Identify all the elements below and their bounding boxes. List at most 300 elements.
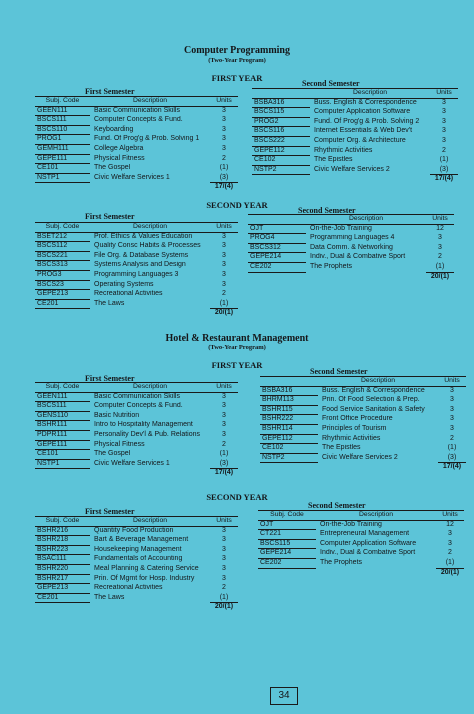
total-row xyxy=(35,469,238,478)
subject-units: 3 xyxy=(222,430,226,438)
subject-units: 3 xyxy=(222,545,226,553)
subject-units: 3 xyxy=(222,402,226,410)
course-table xyxy=(252,88,458,184)
subject-description: The Epistles xyxy=(314,156,353,164)
table-header-row xyxy=(260,377,466,387)
course-table xyxy=(35,96,238,192)
total-spacer xyxy=(306,272,426,281)
table-header-row xyxy=(258,511,464,521)
total-spacer xyxy=(35,469,90,478)
table-row xyxy=(35,173,238,183)
subject-units: (1) xyxy=(445,558,455,566)
subject-code: PROG1 xyxy=(35,135,90,145)
semester-heading: Second Semester xyxy=(302,79,360,88)
subject-units: 3 xyxy=(448,530,452,538)
subject-units: 3 xyxy=(222,411,226,419)
subject-description: On-the-Job Training xyxy=(320,520,382,528)
subject-units: 3 xyxy=(438,243,442,251)
subject-units: 3 xyxy=(450,415,454,423)
subject-code: BSHR115 xyxy=(260,405,318,415)
subject-description: The Gospel xyxy=(94,164,131,172)
subject-code: BSCS111 xyxy=(35,116,90,126)
course-table xyxy=(35,222,238,318)
table-row xyxy=(248,243,454,253)
subject-description: Physical Fitness xyxy=(94,440,145,448)
year-heading: FIRST YEAR xyxy=(211,73,263,83)
table-row xyxy=(260,444,466,454)
subject-description: Indiv., Dual & Combative Sport xyxy=(310,253,406,261)
subject-units: 3 xyxy=(222,526,226,534)
subject-code: CE102 xyxy=(252,156,310,166)
table-row xyxy=(35,116,238,126)
subject-description: Front Office Procedure xyxy=(322,415,393,423)
total-spacer xyxy=(258,568,316,577)
subject-description: Prin. Of Mgmt for Hosp. Industry xyxy=(94,574,195,582)
total-units: 20/(1) xyxy=(210,603,238,612)
total-spacer xyxy=(35,309,90,318)
subject-units: 3 xyxy=(442,127,446,135)
table-row xyxy=(35,450,238,460)
subject-code: BSCS115 xyxy=(252,108,310,118)
table-header-row xyxy=(35,223,238,233)
subject-description: The Laws xyxy=(94,593,125,601)
total-row xyxy=(35,603,238,612)
subject-units: (3) xyxy=(439,165,449,173)
total-row xyxy=(252,175,458,184)
subject-description: Data Comm. & Networking xyxy=(310,243,393,251)
subject-description: Civic Welfare Services 1 xyxy=(94,459,170,467)
subject-code: GEPE214 xyxy=(258,549,316,559)
subject-code: GEPE213 xyxy=(35,290,90,300)
subject-code: BSCS111 xyxy=(35,402,90,412)
program-subtitle: (Two-Year Program) xyxy=(208,57,266,64)
subject-description: Civic Welfare Services 2 xyxy=(314,165,390,173)
subject-description: Personality Dev'l & Pub. Relations xyxy=(94,430,200,438)
subject-description: Systems Analysis and Design xyxy=(94,261,186,269)
total-spacer xyxy=(90,469,210,478)
header-subj-code: Subj. Code xyxy=(35,383,90,393)
subject-code: OJT xyxy=(248,224,306,234)
subject-units: (3) xyxy=(219,459,229,467)
total-units: 17/(4) xyxy=(210,469,238,478)
subject-description: Basic Communication Skills xyxy=(94,106,180,114)
subject-code: CE202 xyxy=(258,558,316,568)
header-subj-code xyxy=(252,89,310,99)
table-row xyxy=(35,106,238,116)
subject-units: 12 xyxy=(436,224,444,232)
header-units: Units xyxy=(210,223,238,233)
total-spacer xyxy=(90,183,210,192)
table-row xyxy=(260,386,466,396)
subject-code: GEPE112 xyxy=(260,434,318,444)
subject-description: Meal Planning & Catering Service xyxy=(94,564,199,572)
subject-units: 3 xyxy=(442,136,446,144)
subject-code: PROG4 xyxy=(248,234,306,244)
subject-code: BSHR218 xyxy=(35,536,90,546)
subject-description: Prof. Ethics & Values Education xyxy=(94,232,193,240)
total-units: 17/(4) xyxy=(210,183,238,192)
subject-description: Computer Concepts & Fund. xyxy=(94,116,183,124)
header-description: Description xyxy=(90,383,210,393)
subject-code: BSCS116 xyxy=(252,127,310,137)
table-row xyxy=(35,261,238,271)
table-row xyxy=(35,545,238,555)
course-table xyxy=(35,516,238,612)
subject-description: Housekeeping Management xyxy=(94,545,182,553)
subject-description: Recreational Activities xyxy=(94,584,163,592)
subject-code: NSTP1 xyxy=(35,459,90,469)
subject-code: BSCS221 xyxy=(35,251,90,261)
table-row xyxy=(35,593,238,603)
subject-units: 2 xyxy=(448,549,452,557)
total-row xyxy=(260,463,466,472)
subject-units: 3 xyxy=(222,125,226,133)
subject-code: BSAC111 xyxy=(35,555,90,565)
total-row xyxy=(258,568,464,577)
table-row xyxy=(35,299,238,309)
subject-code: BSBA316 xyxy=(260,386,318,396)
total-row xyxy=(35,183,238,192)
subject-units: 2 xyxy=(222,440,226,448)
header-subj-code: Subj. Code xyxy=(35,223,90,233)
subject-code: BSCS112 xyxy=(35,242,90,252)
subject-description: Food Service Sanitation & Safety xyxy=(322,405,425,413)
subject-units: 3 xyxy=(222,116,226,124)
subject-code: CE101 xyxy=(35,164,90,174)
subject-code: BSHR216 xyxy=(35,526,90,536)
table-row xyxy=(258,520,464,530)
header-subj-code: Subj. Code xyxy=(258,511,316,521)
subject-units: 3 xyxy=(222,144,226,152)
total-spacer xyxy=(90,309,210,318)
subject-code: BSHR223 xyxy=(35,545,90,555)
subject-units: (3) xyxy=(219,173,229,181)
subject-code: GEPE111 xyxy=(35,154,90,164)
semester-heading: Second Semester xyxy=(308,501,366,510)
subject-units: 2 xyxy=(442,146,446,154)
table-row xyxy=(260,434,466,444)
subject-units: 3 xyxy=(448,539,452,547)
subject-units: (1) xyxy=(447,444,457,452)
subject-units: 3 xyxy=(222,421,226,429)
subject-units: 2 xyxy=(222,290,226,298)
year-heading: SECOND YEAR xyxy=(206,200,268,210)
subject-description: Programming Languages 3 xyxy=(94,270,179,278)
table-row xyxy=(35,440,238,450)
subject-description: Programming Languages 4 xyxy=(310,234,395,242)
course-table xyxy=(260,376,466,472)
subject-units: 3 xyxy=(450,396,454,404)
subject-code: NSTP1 xyxy=(35,173,90,183)
subject-code: BSET212 xyxy=(35,232,90,242)
header-subj-code xyxy=(248,215,306,225)
subject-units: 3 xyxy=(450,386,454,394)
table-row xyxy=(260,424,466,434)
table-row xyxy=(35,135,238,145)
subject-units: 3 xyxy=(442,108,446,116)
semester-heading: Second Semester xyxy=(310,367,368,376)
subject-units: (1) xyxy=(219,299,229,307)
page-number: 34 xyxy=(270,687,298,705)
subject-code: BSCS313 xyxy=(35,261,90,271)
subject-description: On-the-Job Training xyxy=(310,224,372,232)
table-row xyxy=(252,156,458,166)
subject-description: The Laws xyxy=(94,299,125,307)
table-row xyxy=(252,108,458,118)
table-row xyxy=(35,164,238,174)
header-units: Units xyxy=(210,517,238,527)
subject-code: BSHR111 xyxy=(35,421,90,431)
subject-code: GEPE111 xyxy=(35,440,90,450)
total-spacer xyxy=(90,603,210,612)
header-units: Units xyxy=(430,89,458,99)
table-row xyxy=(35,290,238,300)
program-title: Computer Programming xyxy=(183,45,290,56)
subject-units: (1) xyxy=(439,156,449,164)
table-header-row xyxy=(248,215,454,225)
subject-description: Rhythmic Activities xyxy=(322,434,381,442)
table-row xyxy=(35,564,238,574)
semester-heading: Second Semester xyxy=(298,206,356,215)
header-description: Description xyxy=(90,223,210,233)
subject-description: Computer Concepts & Fund. xyxy=(94,402,183,410)
subject-code: BHRM113 xyxy=(260,396,318,406)
subject-code: CE201 xyxy=(35,593,90,603)
subject-units: (1) xyxy=(435,262,445,270)
subject-description: Basic Communication Skills xyxy=(94,392,180,400)
subject-code: GENS110 xyxy=(35,411,90,421)
subject-units: 3 xyxy=(222,242,226,250)
subject-code: CE202 xyxy=(248,262,306,272)
table-row xyxy=(252,127,458,137)
subject-units: 3 xyxy=(222,261,226,269)
subject-code: PROG2 xyxy=(252,117,310,127)
subject-units: 3 xyxy=(222,270,226,278)
semester-heading: First Semester xyxy=(85,212,135,221)
subject-description: Buss. English & Correspondence xyxy=(314,98,417,106)
table-row xyxy=(252,146,458,156)
subject-description: Indiv., Dual & Combative Sport xyxy=(320,549,416,557)
table-row xyxy=(260,453,466,463)
year-heading: SECOND YEAR xyxy=(206,492,268,502)
subject-description: The Prophets xyxy=(320,558,363,566)
total-spacer xyxy=(316,568,436,577)
course-table xyxy=(35,382,238,478)
table-row xyxy=(258,549,464,559)
header-description: Description xyxy=(310,89,430,99)
total-units: 20/(1) xyxy=(436,568,464,577)
semester-heading: First Semester xyxy=(85,374,135,383)
table-row xyxy=(252,98,458,108)
total-units: 20/(1) xyxy=(426,272,454,281)
subject-code: BSCS115 xyxy=(258,539,316,549)
subject-description: Civic Welfare Services 2 xyxy=(322,453,398,461)
table-row xyxy=(258,530,464,540)
header-description: Description xyxy=(306,215,426,225)
table-row xyxy=(252,117,458,127)
subject-code: CE101 xyxy=(35,450,90,460)
subject-code: BSBA316 xyxy=(252,98,310,108)
subject-units: 3 xyxy=(222,280,226,288)
subject-code: GEMH111 xyxy=(35,144,90,154)
subject-description: Operating Systems xyxy=(94,280,154,288)
subject-code: BSHR114 xyxy=(260,424,318,434)
subject-description: Computer Application Software xyxy=(314,108,411,116)
subject-description: The Epistles xyxy=(322,444,361,452)
subject-code: BSCS312 xyxy=(248,243,306,253)
subject-code: GEPE112 xyxy=(252,146,310,156)
table-header-row xyxy=(35,383,238,393)
table-row xyxy=(35,555,238,565)
total-spacer xyxy=(35,183,90,192)
subject-units: 3 xyxy=(222,564,226,572)
subject-description: Buss. English & Correspondence xyxy=(322,386,425,394)
subject-units: 12 xyxy=(446,520,454,528)
year-heading: FIRST YEAR xyxy=(211,360,263,370)
total-units: 20/(1) xyxy=(210,309,238,318)
subject-code: NSTP2 xyxy=(260,453,318,463)
subject-description: Bart & Beverage Management xyxy=(94,536,189,544)
table-row xyxy=(35,232,238,242)
header-units: Units xyxy=(426,215,454,225)
subject-units: 2 xyxy=(222,584,226,592)
total-row xyxy=(35,309,238,318)
subject-units: 3 xyxy=(442,98,446,106)
subject-description: File Org. & Database Systems xyxy=(94,251,189,259)
subject-description: Internet Essentials & Web Dev't xyxy=(314,127,413,135)
table-row xyxy=(35,251,238,261)
subject-code: GEPE213 xyxy=(35,584,90,594)
total-units: 17/(4) xyxy=(438,463,466,472)
total-spacer xyxy=(318,463,438,472)
table-row xyxy=(35,411,238,421)
program-title: Hotel & Restaurant Management xyxy=(165,333,309,344)
program-subtitle: (Two-Year Program) xyxy=(208,344,266,351)
subject-units: 3 xyxy=(222,251,226,259)
subject-code: BSCS222 xyxy=(252,136,310,146)
subject-description: Fundamentals of Accounting xyxy=(94,555,183,563)
subject-description: Prin. Of Food Selection & Prep. xyxy=(322,396,420,404)
header-units: Units xyxy=(436,511,464,521)
subject-description: Fund. Of Prog'g & Prob. Solving 1 xyxy=(94,135,200,143)
subject-description: Intro to Hospitality Management xyxy=(94,421,193,429)
table-header-row xyxy=(35,517,238,527)
subject-description: Keyboarding xyxy=(94,125,134,133)
table-row xyxy=(260,415,466,425)
header-units: Units xyxy=(210,383,238,393)
total-spacer xyxy=(310,175,430,184)
subject-description: Quality Consc Habits & Processes xyxy=(94,242,201,250)
subject-code: GEEN111 xyxy=(35,106,90,116)
subject-description: Civic Welfare Services 1 xyxy=(94,173,170,181)
header-units: Units xyxy=(438,377,466,387)
table-row xyxy=(35,242,238,252)
subject-units: 2 xyxy=(450,434,454,442)
table-row xyxy=(248,224,454,234)
table-row xyxy=(258,539,464,549)
subject-code: BSCS23 xyxy=(35,280,90,290)
subject-description: The Gospel xyxy=(94,450,131,458)
table-row xyxy=(35,392,238,402)
subject-units: 3 xyxy=(222,574,226,582)
table-row xyxy=(35,526,238,536)
subject-units: 3 xyxy=(450,405,454,413)
subject-description: Quantity Food Production xyxy=(94,526,174,534)
subject-units: 3 xyxy=(438,234,442,242)
table-row xyxy=(248,262,454,272)
table-row xyxy=(35,430,238,440)
subject-code: BSHR217 xyxy=(35,574,90,584)
header-subj-code: Subj. Code xyxy=(35,97,90,107)
subject-units: 2 xyxy=(222,154,226,162)
table-row xyxy=(248,253,454,263)
table-row xyxy=(260,396,466,406)
table-header-row xyxy=(35,97,238,107)
total-units: 17/(4) xyxy=(430,175,458,184)
header-subj-code xyxy=(260,377,318,387)
subject-code: GEPE214 xyxy=(248,253,306,263)
subject-units: 3 xyxy=(450,424,454,432)
subject-units: (1) xyxy=(219,164,229,172)
table-header-row xyxy=(252,89,458,99)
subject-code: GEEN111 xyxy=(35,392,90,402)
table-row xyxy=(35,584,238,594)
subject-description: The Prophets xyxy=(310,262,353,270)
subject-units: 3 xyxy=(222,392,226,400)
table-row xyxy=(35,270,238,280)
subject-description: Computer Org. & Architecture xyxy=(314,136,406,144)
subject-code: PDPR111 xyxy=(35,430,90,440)
total-spacer xyxy=(35,603,90,612)
subject-units: 2 xyxy=(438,253,442,261)
total-spacer xyxy=(252,175,310,184)
subject-code: PROG3 xyxy=(35,270,90,280)
semester-heading: First Semester xyxy=(85,507,135,516)
course-table xyxy=(258,510,464,577)
header-description: Description xyxy=(316,511,436,521)
header-description: Description xyxy=(90,517,210,527)
subject-description: Recreational Activities xyxy=(94,290,163,298)
table-row xyxy=(248,234,454,244)
subject-code: BSHR222 xyxy=(260,415,318,425)
subject-units: 3 xyxy=(222,135,226,143)
subject-units: 3 xyxy=(222,232,226,240)
subject-code: BSCS110 xyxy=(35,125,90,135)
total-spacer xyxy=(248,272,306,281)
header-description: Description xyxy=(318,377,438,387)
header-units: Units xyxy=(210,97,238,107)
table-row xyxy=(260,405,466,415)
subject-units: (1) xyxy=(219,593,229,601)
subject-units: 3 xyxy=(222,106,226,114)
table-row xyxy=(252,165,458,175)
header-subj-code: Subj. Code xyxy=(35,517,90,527)
table-row xyxy=(35,459,238,469)
subject-units: (1) xyxy=(219,450,229,458)
subject-code: CE201 xyxy=(35,299,90,309)
total-spacer xyxy=(260,463,318,472)
subject-description: Principles of Tourism xyxy=(322,424,387,432)
subject-units: 3 xyxy=(222,536,226,544)
table-row xyxy=(35,421,238,431)
subject-description: Basic Nutrition xyxy=(94,411,140,419)
subject-units: 3 xyxy=(222,555,226,563)
subject-units: 3 xyxy=(442,117,446,125)
subject-code: BSHR220 xyxy=(35,564,90,574)
subject-description: Rhythmic Activities xyxy=(314,146,373,154)
semester-heading: First Semester xyxy=(85,87,135,96)
table-row xyxy=(252,136,458,146)
